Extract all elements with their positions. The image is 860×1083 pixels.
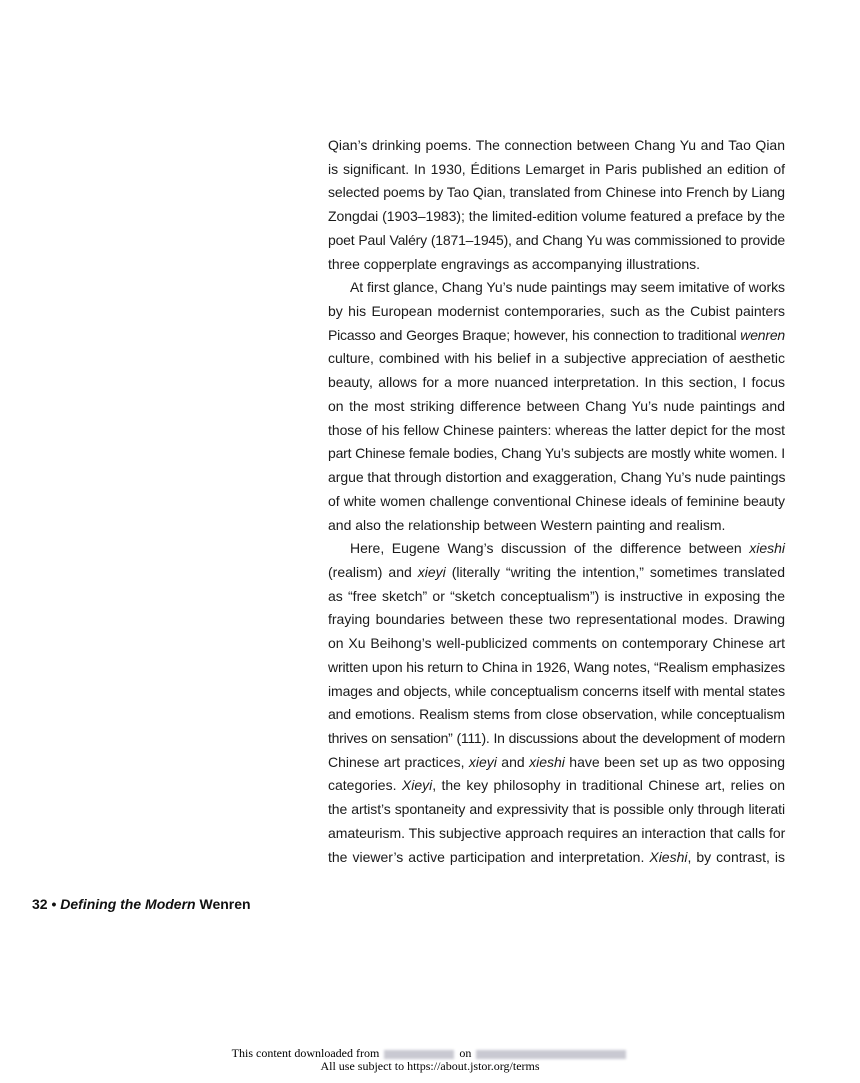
text-segment: argue that through distortion and exaggeration, Chang Yu’s nude paintings bbox=[328, 469, 786, 486]
text-line bbox=[328, 324, 785, 348]
text-line bbox=[328, 680, 785, 704]
text-segment: part Chinese female bodies, Chang Yu’s subjects are mostly white women. I bbox=[328, 445, 785, 462]
italic-term: xieshi bbox=[749, 540, 785, 557]
text-segment: thrives on sensation” (111). In discussions about the development of modern bbox=[328, 729, 785, 746]
text-line bbox=[328, 703, 785, 727]
text-line bbox=[328, 371, 785, 395]
text-segment: on Xu Beihong’s well-publicized comments on contemporary Chinese art bbox=[328, 635, 785, 652]
text-line bbox=[328, 419, 785, 443]
text-segment: fraying boundaries between these two representational modes. Drawing bbox=[328, 611, 785, 628]
text-segment: , the key philosophy in traditional Chinese art, relies on bbox=[432, 777, 785, 794]
text-segment: by his European modernist contemporaries, such as the Cubist painters bbox=[328, 303, 785, 320]
text-segment: the viewer’s active participation and interpretation. bbox=[328, 848, 650, 865]
text-line bbox=[328, 846, 785, 870]
text-segment: images and objects, while conceptualism concerns itself with mental states bbox=[328, 682, 785, 699]
text-line bbox=[328, 632, 785, 656]
text-segment: Picasso and Georges Braque; however, his connection to traditional bbox=[328, 326, 741, 343]
text-segment: poet Paul Valéry (1871–1945), and Chang Yu was commissioned to provide bbox=[328, 231, 785, 248]
text-line bbox=[328, 751, 785, 775]
text-segment: and also the relationship between Western painting and realism. bbox=[328, 516, 726, 533]
running-footer bbox=[32, 896, 251, 912]
text-segment: amateurism. This subjective approach requires an interaction that calls for bbox=[328, 824, 786, 841]
text-line bbox=[328, 490, 785, 514]
text-segment: At first glance, Chang Yu’s nude paintings may seem imitative of works bbox=[350, 279, 785, 296]
download-on: on bbox=[459, 1046, 472, 1060]
text-line bbox=[328, 158, 785, 182]
text-line bbox=[328, 300, 785, 324]
text-segment: is significant. In 1930, Éditions Lemarget in Paris published an edition of bbox=[328, 160, 785, 177]
text-segment: on the most striking difference between Chang Yu’s nude paintings and bbox=[328, 397, 785, 414]
text-segment: the artist’s spontaneity and expressivity that is possible only through literati bbox=[328, 801, 785, 818]
italic-term: Xieyi bbox=[401, 777, 433, 794]
download-notice bbox=[0, 1047, 860, 1073]
redacted-ip bbox=[384, 1050, 454, 1059]
separator: • bbox=[47, 896, 61, 912]
italic-term: xieshi bbox=[529, 753, 565, 770]
text-segment: , by contrast, is bbox=[687, 848, 785, 865]
text-line bbox=[328, 276, 785, 300]
text-line bbox=[328, 442, 785, 466]
text-segment: those of his fellow Chinese painters: whereas the latter depict for the most bbox=[328, 421, 785, 438]
text-line bbox=[328, 608, 785, 632]
italic-term: xieyi bbox=[417, 563, 446, 580]
download-line bbox=[0, 1047, 860, 1060]
text-line bbox=[328, 253, 785, 277]
text-line bbox=[328, 347, 785, 371]
text-segment: selected poems by Tao Qian, translated from Chinese into French by Liang bbox=[328, 184, 785, 201]
text-segment: beauty, allows for a more nuanced interpretation. In this section, I focus bbox=[328, 374, 785, 391]
text-segment: three copperplate engravings as accompanying illustrations. bbox=[328, 255, 700, 272]
text-line bbox=[328, 205, 785, 229]
text-segment: of white women challenge conventional Chinese ideals of feminine beauty bbox=[328, 492, 785, 509]
redacted-timestamp bbox=[476, 1050, 626, 1059]
text-segment: have been set up as two opposing bbox=[564, 753, 785, 770]
text-segment: written upon his return to China in 1926, Wang notes, “Realism emphasizes bbox=[328, 658, 785, 675]
download-prefix: This content downloaded from bbox=[231, 1046, 380, 1060]
text-line bbox=[328, 514, 785, 538]
text-segment: Zongdai (1903–1983); the limited-edition volume featured a preface by the bbox=[328, 208, 785, 225]
text-line bbox=[328, 181, 785, 205]
text-line bbox=[328, 822, 785, 846]
text-segment: categories. bbox=[328, 777, 402, 794]
text-segment: as “free sketch” or “sketch conceptualism”) is instructive in exposing the bbox=[328, 587, 785, 604]
text-line bbox=[328, 134, 785, 158]
text-segment: Chinese art practices, bbox=[328, 753, 469, 770]
italic-term: wenren bbox=[740, 326, 785, 343]
text-line bbox=[328, 798, 785, 822]
book-title-roman: Wenren bbox=[195, 896, 251, 912]
text-segment: Here, Eugene Wang’s discussion of the difference between bbox=[350, 540, 750, 557]
text-segment: (realism) and bbox=[328, 563, 418, 580]
text-line bbox=[328, 585, 785, 609]
italic-term: Xieshi bbox=[649, 848, 688, 865]
italic-term: xieyi bbox=[468, 753, 497, 770]
text-line bbox=[328, 395, 785, 419]
text-line bbox=[328, 229, 785, 253]
text-line bbox=[328, 466, 785, 490]
text-segment: Qian’s drinking poems. The connection between Chang Yu and Tao Qian bbox=[328, 137, 785, 153]
text-segment: (literally “writing the intention,” sometimes translated bbox=[445, 563, 785, 580]
text-line bbox=[328, 561, 785, 585]
text-line bbox=[328, 774, 785, 798]
terms-line: All use subject to https://about.jstor.org/terms bbox=[320, 1059, 540, 1073]
text-line bbox=[328, 727, 785, 751]
text-segment: and bbox=[496, 753, 530, 770]
book-title-italic: Defining the Modern bbox=[60, 896, 196, 912]
page-number: 32 bbox=[32, 896, 48, 912]
text-line bbox=[328, 537, 785, 561]
text-segment: culture, combined with his belief in a subjective appreciation of aesthetic bbox=[328, 350, 785, 367]
text-segment: and emotions. Realism stems from close observation, while conceptualism bbox=[328, 706, 785, 723]
text-line bbox=[328, 656, 785, 680]
body-text bbox=[328, 134, 785, 869]
